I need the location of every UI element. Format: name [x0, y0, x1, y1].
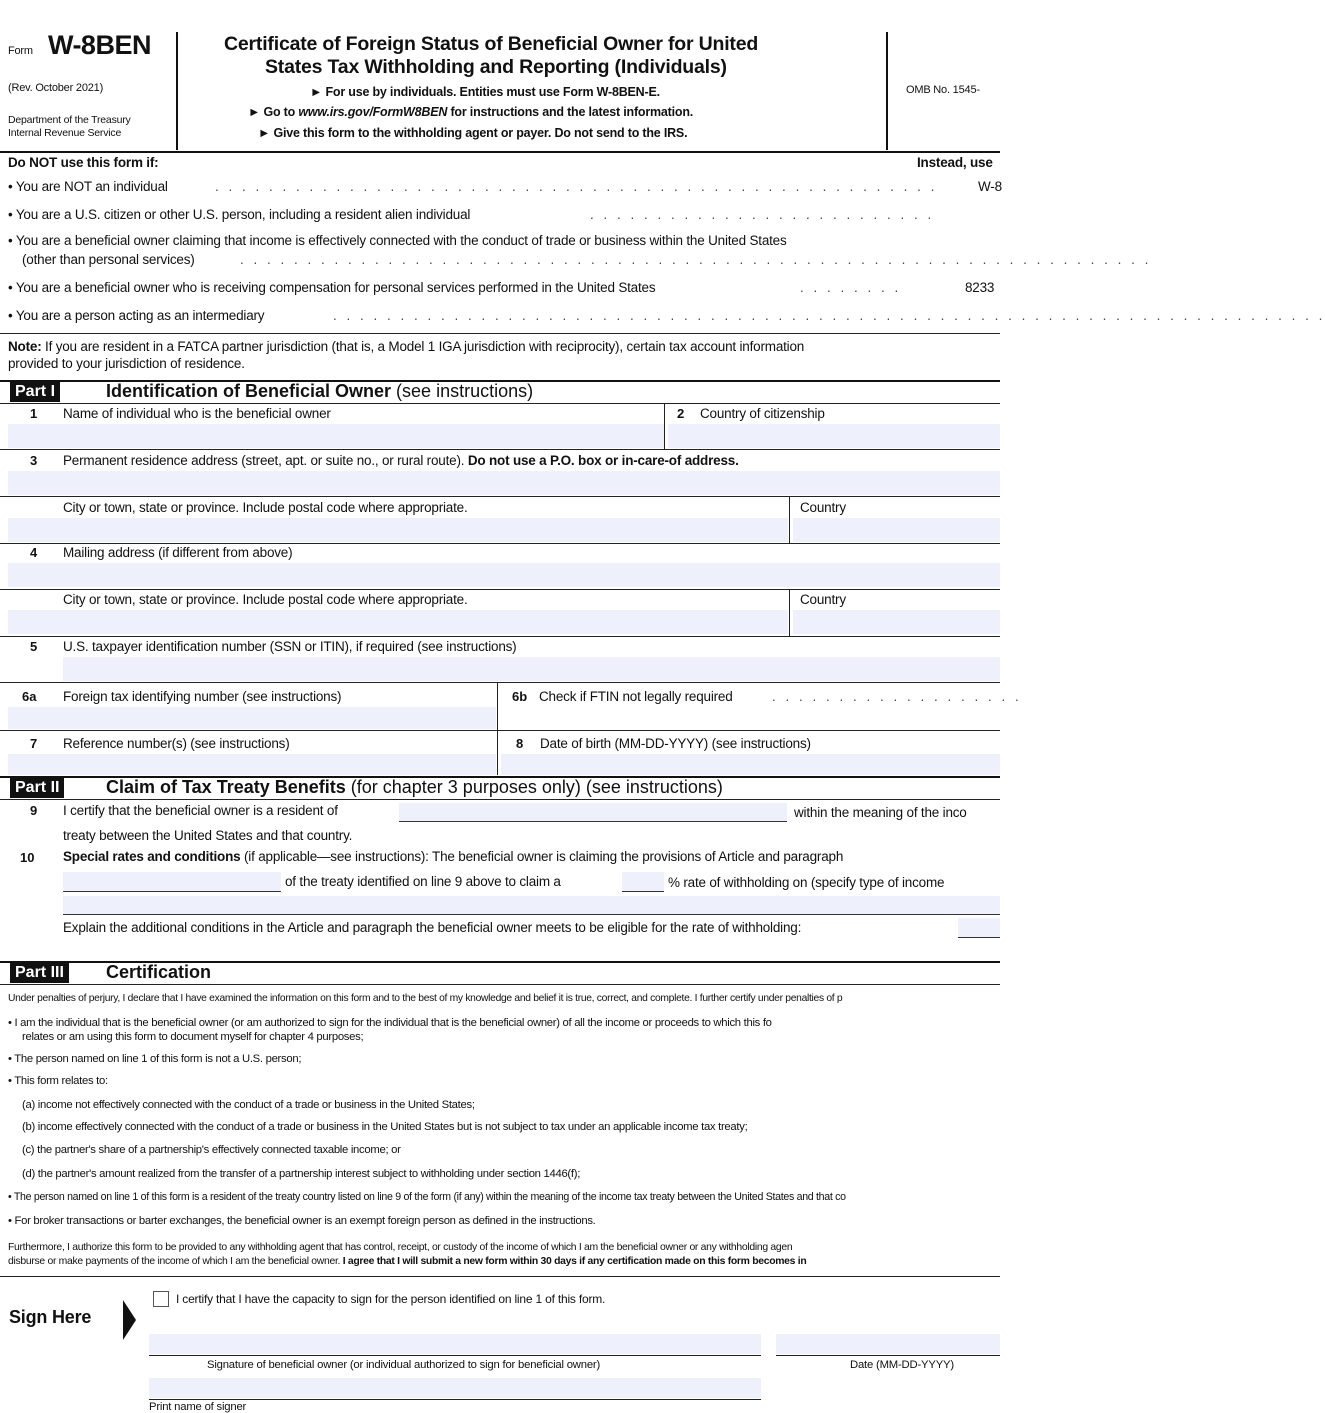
part-2-title: Claim of Tax Treaty Benefits (for chapter 3 purposes only) (see instructions)	[106, 777, 723, 797]
line-1-label: Name of individual who is the beneficial owner	[63, 406, 331, 421]
line-2-number: 2	[677, 406, 685, 421]
income-type-field[interactable]	[63, 896, 1000, 915]
line-2-label: Country of citizenship	[700, 406, 825, 421]
reference-number-field[interactable]	[8, 754, 496, 775]
do-not-use-item: • You are a beneficial owner claiming that income is effectively connected with the conduct of trade or business within the United States	[8, 233, 787, 248]
signature-date-field[interactable]	[776, 1334, 1000, 1354]
part-3-label: Part III	[10, 963, 69, 983]
city-field[interactable]	[8, 518, 788, 542]
city-label: City or town, state or province. Include postal code where appropriate.	[63, 500, 468, 515]
certification-bullet: • For broker transactions or barter exchanges, the beneficial owner is an exempt foreign person as defined in the instructions.	[8, 1215, 596, 1227]
leader-dots: . . . . . . . . . . . . . . . . . . .	[772, 689, 1022, 704]
instruction-website: ► Go to www.irs.gov/FormW8BEN for instructions and the latest information.	[248, 105, 694, 119]
dept-line-1: Department of the Treasury	[8, 114, 131, 126]
permanent-address-field[interactable]	[8, 471, 1000, 495]
line-10-label: Special rates and conditions (if applicable—see instructions): The beneficial owner is claiming the provisions of Article and paragraph	[63, 849, 844, 864]
line-6b-label: Check if FTIN not legally required	[539, 689, 733, 704]
part-3-title: Certification	[106, 962, 212, 982]
do-not-use-item: • You are a U.S. citizen or other U.S. person, including a resident alien individual	[8, 207, 471, 222]
line-1-number: 1	[30, 406, 38, 421]
header-divider-right	[886, 32, 888, 150]
line-10-mid-label: of the treaty identified on line 9 above to claim a	[285, 874, 561, 889]
date-label: Date (MM-DD-YYYY)	[850, 1359, 954, 1371]
authorization-text: Furthermore, I authorize this form to be provided to any withholding agent that has control, receipt, or custody of the income of which I am the beneficial owner or any withholding agen	[8, 1242, 793, 1253]
line-4-label: Mailing address (if different from above)	[63, 545, 293, 560]
certification-bullet: • I am the individual that is the beneficial owner (or am authorized to sign for the individual that is the beneficial owner) of all the income or proceeds to which this fo	[8, 1017, 772, 1029]
form-title-line-1: Certificate of Foreign Status of Beneficial Owner for United	[224, 33, 759, 55]
leader-dots: . . . . . . . .	[800, 280, 902, 295]
print-name-label: Print name of signer	[149, 1401, 247, 1413]
line-5-number: 5	[30, 639, 38, 654]
country-label: Country	[800, 500, 846, 515]
dept-line-2: Internal Revenue Service	[8, 127, 122, 139]
sign-here-arrow-icon	[121, 1300, 137, 1340]
signature-field[interactable]	[149, 1334, 761, 1354]
sign-here-label: Sign Here	[9, 1307, 92, 1327]
part-1-title: Identification of Beneficial Owner (see instructions)	[106, 381, 534, 401]
withholding-rate-field[interactable]	[622, 872, 664, 892]
country-field[interactable]	[793, 518, 1000, 542]
note-text-1: If you are resident in a FATCA partner jurisdiction (that is, a Model 1 IGA jurisdiction with reciprocity), certain tax account information	[41, 339, 805, 354]
mailing-country-field[interactable]	[793, 610, 1000, 634]
capacity-checkbox[interactable]	[153, 1291, 169, 1307]
us-tin-field[interactable]	[63, 657, 1000, 681]
additional-conditions-field[interactable]	[958, 918, 1000, 938]
do-not-use-item: • You are a beneficial owner who is receiving compensation for personal services performed in the United States	[8, 280, 656, 295]
section-rule	[0, 333, 1000, 334]
line-9-number: 9	[30, 803, 38, 818]
print-name-field[interactable]	[149, 1378, 761, 1398]
line-9-label: I certify that the beneficial owner is a resident of	[63, 803, 338, 818]
irs-link[interactable]: www.irs.gov/FormW8BEN	[298, 105, 448, 119]
do-not-use-heading: Do NOT use this form if:	[8, 155, 159, 170]
form-name: W-8BEN	[48, 30, 151, 60]
line-8-number: 8	[516, 736, 524, 751]
alt-form-ref: W-8	[978, 179, 1002, 194]
part-1-title-rule	[0, 403, 1000, 404]
leader-dots: . . . . . . . . . . . . . . . . . . . . . . . . . .	[590, 207, 935, 222]
treaty-country-field[interactable]	[399, 803, 787, 822]
perjury-statement: Under penalties of perjury, I declare that I have examined the information on this form and to the best of my knowledge and belief it is true, correct, and complete. I further certify under penalties of p	[8, 993, 843, 1004]
certification-bullet: • The person named on line 1 of this form is not a U.S. person;	[8, 1053, 302, 1065]
certification-bullet: • This form relates to:	[8, 1075, 108, 1087]
certification-sub-item: (b) income effectively connected with the conduct of a trade or business in the United States but is not subject to tax under an applicable income tax treaty;	[22, 1121, 748, 1133]
city-label: City or town, state or province. Include postal code where appropriate.	[63, 592, 468, 607]
note-label: Note:	[8, 339, 42, 354]
signature-label: Signature of beneficial owner (or individual authorized to sign for beneficial owner)	[207, 1359, 601, 1371]
certification-sub-item: (c) the partner's share of a partnership's effectively connected taxable income; or	[22, 1144, 401, 1156]
form-title-line-2: States Tax Withholding and Reporting (Individuals)	[265, 56, 727, 78]
header-rule	[0, 151, 1000, 153]
leader-dots: . . . . . . . . . . . . . . . . . . . . . . . . . . . . . . . . . . . . . . . . . . . . . . . . . . . . . .	[215, 179, 938, 194]
line-4-number: 4	[30, 545, 38, 560]
alt-form-ref: 8233	[965, 280, 995, 295]
treaty-article-field[interactable]	[63, 872, 281, 892]
do-not-use-item: • You are a person acting as an intermediary	[8, 308, 265, 323]
line-9-label-cont: within the meaning of the inco	[794, 805, 967, 820]
capacity-label: I certify that I have the capacity to sign for the person identified on line 1 of this form.	[176, 1292, 606, 1306]
certification-sub-item: (d) the partner's amount realized from the transfer of a partnership interest subject to withholding under section 1446(f);	[22, 1168, 581, 1180]
line-7-number: 7	[30, 736, 38, 751]
form-revision: (Rev. October 2021)	[8, 82, 104, 94]
line-6a-label: Foreign tax identifying number (see instructions)	[63, 689, 342, 704]
omb-number: OMB No. 1545-	[906, 84, 980, 96]
date-of-birth-field[interactable]	[501, 754, 1000, 775]
certification-sub-item: (a) income not effectively connected with the conduct of a trade or business in the United States;	[22, 1099, 475, 1111]
line-3-number: 3	[30, 453, 38, 468]
line-7-label: Reference number(s) (see instructions)	[63, 736, 290, 751]
line-10-number: 10	[20, 850, 35, 865]
authorization-text-2: disburse or make payments of the income of which I am the beneficial owner. I agree that I will submit a new form within 30 days if any certification made on this form becomes in	[8, 1256, 807, 1267]
part-2-label: Part II	[10, 778, 64, 798]
leader-dots: . . . . . . . . . . . . . . . . . . . . . . . . . . . . . . . . . . . . . . . . . . . . . . . . . . . . . . . . . . . . . . . . . . . .	[240, 252, 1152, 267]
line-6a-number: 6a	[22, 689, 37, 704]
line-10-explain-label: Explain the additional conditions in the Article and paragraph the beneficial owner meets to be eligible for the rate of withholding:	[63, 920, 802, 935]
certification-bullet-cont: relates or am using this form to document myself for chapter 4 purposes;	[22, 1031, 364, 1043]
form-word: Form	[8, 45, 33, 57]
instruction-entities: ► For use by individuals. Entities must use Form W-8BEN-E.	[310, 85, 660, 99]
do-not-use-item: • You are NOT an individual	[8, 179, 168, 194]
note-text-2: provided to your jurisdiction of residence.	[8, 356, 245, 371]
country-of-citizenship-field[interactable]	[668, 424, 1000, 448]
do-not-use-item: (other than personal services)	[22, 252, 195, 267]
part-1-label: Part I	[10, 382, 60, 402]
country-label: Country	[800, 592, 846, 607]
line-3-label: Permanent residence address (street, apt. or suite no., or rural route). Do not use a P.O. box or in-care-of address.	[63, 453, 739, 468]
instruction-give-form: ► Give this form to the withholding agent or payer. Do not send to the IRS.	[258, 126, 688, 140]
foreign-tin-field[interactable]	[8, 707, 496, 729]
instead-use-heading: Instead, use	[917, 155, 993, 170]
mailing-city-field[interactable]	[8, 610, 788, 634]
line-10-end-label: % rate of withholding on (specify type of income	[668, 875, 945, 890]
mailing-address-field[interactable]	[8, 563, 1000, 587]
header-divider-left	[176, 32, 178, 150]
certification-bullet: • The person named on line 1 of this form is a resident of the treaty country listed on line 9 of the form (if any) within the meaning of the income tax treaty between the United States and that co	[8, 1191, 846, 1203]
line-8-label: Date of birth (MM-DD-YYYY) (see instructions)	[540, 736, 811, 751]
leader-dots: . . . . . . . . . . . . . . . . . . . . . . . . . . . . . . . . . . . . . . . . . . . . . . . . . . . . . . . . . . . . . . . . . . . . . . . . . .	[333, 308, 1325, 323]
line-5-label: U.S. taxpayer identification number (SSN or ITIN), if required (see instructions)	[63, 639, 517, 654]
line-6b-number: 6b	[512, 689, 528, 704]
line-9-label-line-2: treaty between the United States and that country.	[63, 828, 353, 843]
name-field[interactable]	[8, 424, 664, 448]
